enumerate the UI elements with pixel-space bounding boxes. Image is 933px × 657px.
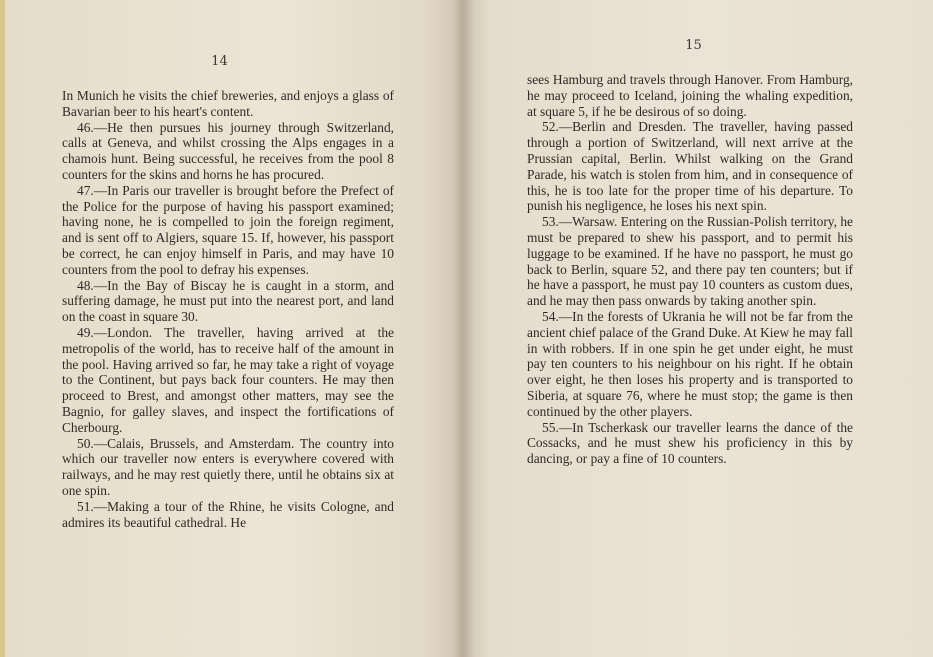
paragraph-51-continued: sees Hamburg and travels through Hanover. From Hamburg, he may proceed to Iceland, joining the whaling expedition, at square 5, if he be desirous of so doing. [527,72,853,119]
left-page [0,0,462,657]
paragraph-51: 51.—Making a tour of the Rhine, he visits Cologne, and admires its beautiful cathedral. He [62,498,394,530]
paragraph-52: 52.—Berlin and Dresden. The traveller, having passed through a portion of Switzerland, will next arrive at the Prussian capital, Berlin. Whilst walking on the Grand Parade, his watch is stolen from him, and in consequence of this, he is too late for the proper time of his departure. To punish his negligence, he loses his next spin. [527,119,853,214]
paragraph-55: 55.—In Tscherkask our traveller learns the dance of the Cossacks, and he must shew his proficiency in this by dancing, or pay a fine of 10 counters. [527,419,853,467]
paragraph-50: 50.—Calais, Brussels, and Amsterdam. The country into which our traveller now enters is everywhere covered with railways, and he may rest quietly there, until he obtains six at one spin. [62,435,394,498]
paragraph-47: 47.—In Paris our traveller is brought before the Prefect of the Police for the purpose of having his passport examined; having none, he is compelled to join the foreign regiment, and is sent off to Algiers, square 15. If, however, his passport be correct, he can enjoy himself in Paris, and may have 10 counters from the pool to defray his expenses. [62,182,394,277]
paragraph: In Munich he visits the chief breweries, and enjoys a glass of Bavarian beer to his heart's content. [62,88,394,119]
left-page-text [62,88,394,530]
page-number-right: 15 [685,38,702,53]
paragraph-46: 46.—He then pursues his journey through Switzerland, calls at Geneva, and whilst crossing the Alps engages in a chamois hunt. Being successful, he receives from the pool 8 counters for the skins and horns he has procured. [62,119,394,182]
right-page-text [527,72,853,467]
page-number-left: 14 [211,54,228,69]
right-page [462,0,933,657]
paragraph-53: 53.—Warsaw. Entering on the Russian-Polish territory, he must be prepared to shew his passport, and to permit his luggage to be examined. If he have no passport, he must go back to Berlin, square 52, and there pay ten counters; but if he have a passport, he must pay 10 counters as custom dues, and he may then pass onwards by taking another spin. [527,214,853,309]
paragraph-54: 54.—In the forests of Ukrania he will not be far from the ancient chief palace of the Grand Duke. At Kiew he may fall in with robbers. If in one spin he get under eight, he must pay ten counters to his neighbour on his right. If he obtain over eight, he then loses his property and is transported to Siberia, at square 76, where he must stop; the game is then continued by the other players. [527,308,853,419]
paragraph-49: 49.—London. The traveller, having arrived at the metropolis of the world, has to receive half of the amount in the pool. Having arrived so far, he may take a right of voyage to the Continent, but pays back four counters. He may then proceed to Brest, and amongst other matters, may see the Bagnio, for galley slaves, and inspect the fortifications of Cherbourg. [62,324,394,435]
paragraph-48: 48.—In the Bay of Biscay he is caught in a storm, and suffering damage, he must put into the nearest port, and land on the coast in square 30. [62,277,394,325]
